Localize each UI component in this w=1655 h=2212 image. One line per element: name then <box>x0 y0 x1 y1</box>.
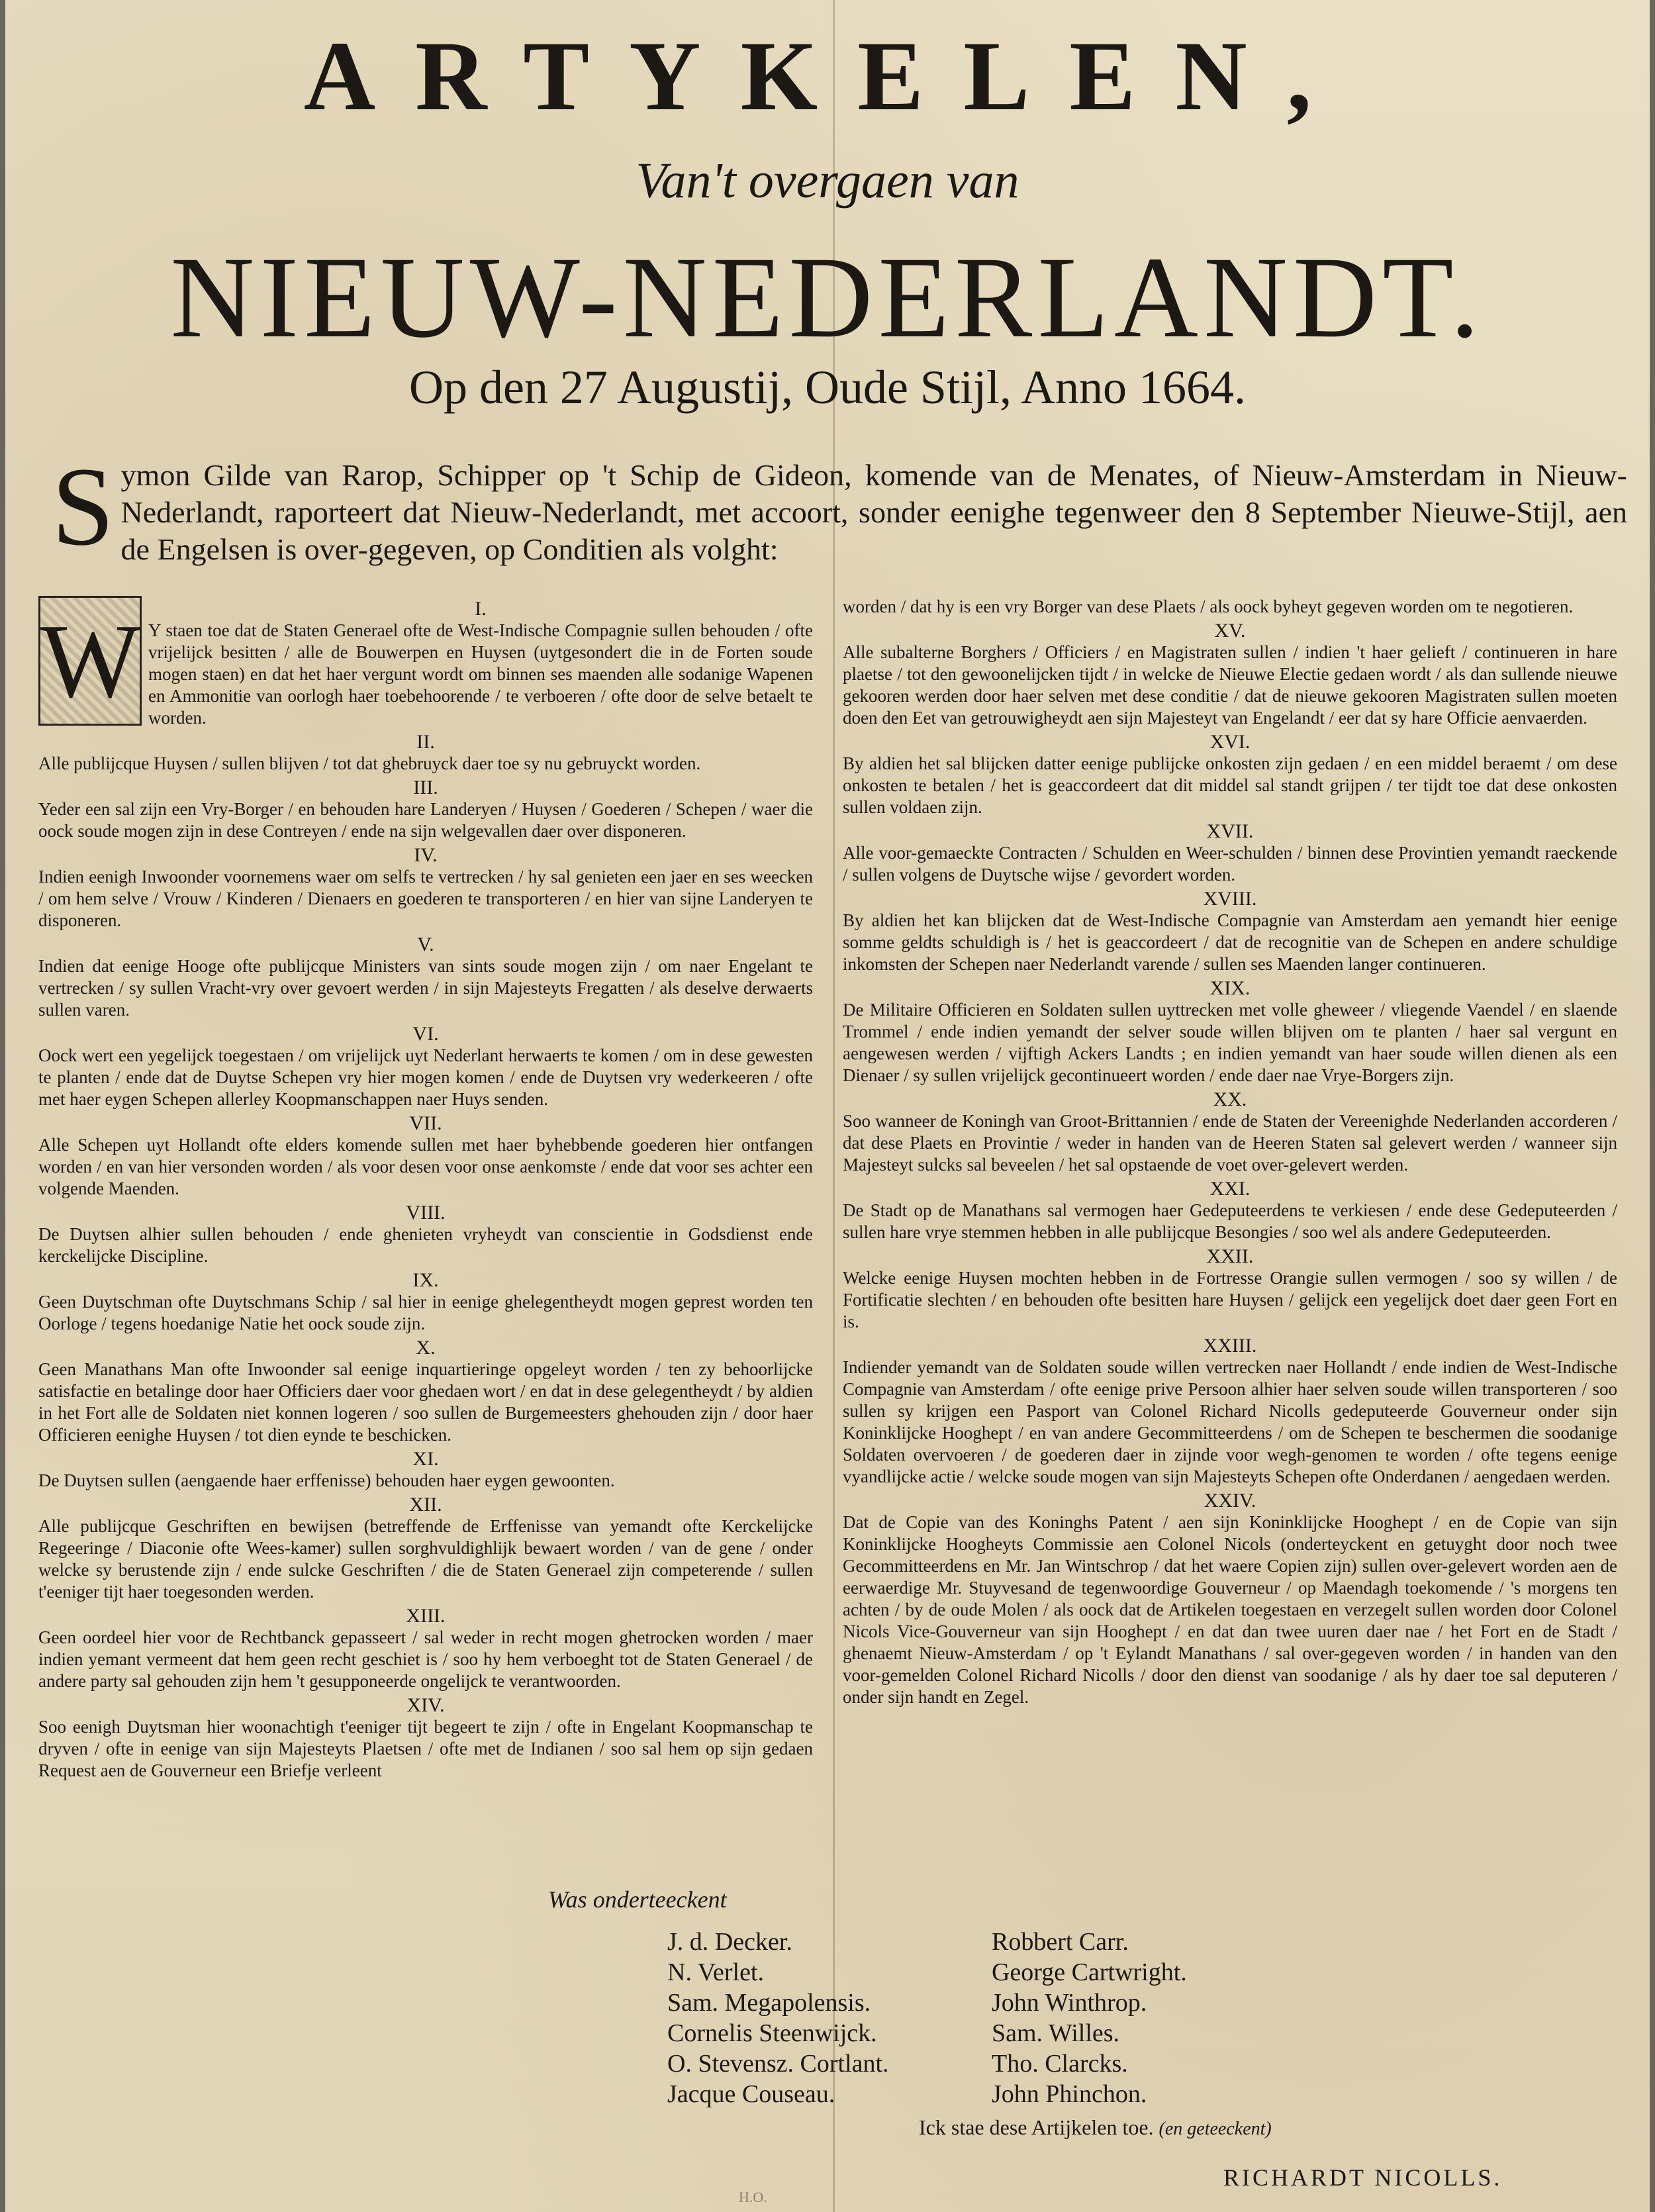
final-signature: RICHARDT NICOLLS. <box>1223 2164 1503 2191</box>
ornamental-initial-w: W <box>38 596 142 726</box>
article-text: Geen Duytschman ofte Duytschmans Schip / sal hier in eenige ghelegentheydt mogen geprest worden ten Oorloge / tegens hoedanige Natie het oock soude zijn. <box>38 1292 813 1333</box>
article-number: XXII. <box>1206 1245 1254 1267</box>
article-text: Welcke eenige Huysen mochten hebben in de Fortresse Orangie sullen vermogen / soo sy willen / de Fortificatie slechten / en behouden ofte besitten hare Huysen / gelijck een yegelijck doet daer geen Fort en is. <box>843 1268 1617 1331</box>
article-number: III. <box>413 777 438 798</box>
article-text: Dat de Copie van des Koninghs Patent / aen sijn Koninklijcke Hooghept / en de Copie van sijn Koninklijcke Hoogheyts Commissie aen Colonel Nicols (onderteyckent en getuyght door noch twee Gecommitteerdens en Mr. Jan Wintschrop / dat het waere Copien zijn) sullen over-gelevert worden aen de eerwaerdige Mr. Stuyvesand de tegenwoordige Gouverneur / op Maendagh toekomende / 's morgens ten achten / by de oude Molen / als oock dat de Artikelen toegestaen en verzegelt sullen worden door Colonel Nicols Vice-Gouverneur van sijn Hooghept / en dat dan twee uuren daer nae / het Fort en de Stadt / ghenaemt Nieuw-Amsterdam / op 't Eylandt Manathans / sal over-gegeven worden / in handen van den voor-gemelden Colonel Richard Nicolls / door den dienst van soodanige / als hy daer toe sal deputeren / onder sijn handt en Zegel. <box>843 1512 1617 1707</box>
article-text: Y staen toe dat de Staten Generael ofte de West-Indische Compagnie sullen behouden / ofte vrijelijck besitten / alle de Bouwerpen en Huysen (uytgesondert die in de Forten soude mogen staen) en dat het haer vergunt wordt om binnen ses maenden alle sodanige Wapenen en Ammonitie van oorlogh haer toebehoorende / te verboeren / ofte door de selve betaelt te worden. <box>148 620 813 728</box>
article-number: IX. <box>412 1269 439 1291</box>
article-number: VII. <box>409 1112 442 1134</box>
intro-paragraph <box>52 444 1627 569</box>
signer-name: Tho. Clarcks. <box>992 2050 1128 2078</box>
article-text: Soo wanneer de Koningh van Groot-Brittannien / ende de Staten der Vereenighde Nederlanden accorderen / dat dese Plaets en Provintie / weder in handen van de Heeren Staten sal gelevert werden / wanneer sijn Majesteyt sulcks sal beveelen / het sal opstaende de voet over-gelevert werden. <box>843 1111 1617 1175</box>
signers-left <box>667 1927 889 2109</box>
signer-name: John Phinchon. <box>992 2080 1147 2108</box>
signer-name: John Winthrop. <box>992 1989 1147 2017</box>
right-column <box>843 596 1617 1708</box>
approval-note: (en geteeckent) <box>1158 2119 1272 2139</box>
article-number: XXIV. <box>1204 1490 1256 1512</box>
approval-line <box>919 2115 1272 2140</box>
article-number: XI. <box>412 1448 439 1470</box>
article-text: Yeder een sal zijn een Vry-Borger / en behouden hare Landeryen / Huysen / Goederen / Schepen / waer die oock soude mogen zijn in dese Contreyen / ende na sijn welgevallen daer over disponeren. <box>38 799 813 841</box>
article-text: Alle voor-gemaeckte Contracten / Schulden en Weer-schulden / binnen dese Provintien yemandt raeckende / sullen volgens de Duytsche wijse / gevordert worden. <box>843 843 1617 885</box>
main-title: NIEUW-NEDERLANDT. <box>170 233 1485 362</box>
article-number: XVIII. <box>1203 888 1257 910</box>
article-text: Indiender yemandt van de Soldaten soude willen vertrecken naer Hollandt / ende indien de West-Indische Compagnie van Amsterdam / ofte eenige prive Persoon alhier haer selven soude willen transporteren / soo sullen sy krijgen een Pasport van Colonel Richard Nicolls gedeputeerde Gouverneur onder sijn Koninklijcke Hooghept / en van andere Gecommitteerdens / om de Schepen te beschermen die soodanige Soldaten overvoeren / de goederen daer in zijnde voor wegh-genomen te worden / ofte tegens eenige vyandlijcke actie / welcke soude mogen van sijn Majesteyts Schepen ofte Onderdanen / aengedaen werden. <box>843 1357 1617 1486</box>
article-text: Geen oordeel hier voor de Rechtbanck gepasseert / sal weder in recht mogen ghetrocken worden / maer indien yemant vermeent dat hem geen recht geschiet is / soo hy hem verboeght tot de Staten Generael / de andere party sal gehouden zijn hem 't gesupponeerde ongelijck te verantwoorden. <box>38 1627 813 1691</box>
article-number: XX. <box>1213 1088 1247 1110</box>
article-number: XIX. <box>1209 977 1251 999</box>
article-number: XVII. <box>1206 820 1254 842</box>
left-column <box>38 596 813 1782</box>
article-text: Soo eenigh Duytsman hier woonachtigh t'eeniger tijt begeert te zijn / ofte in Engelant Koopmanschap te dryven / ofte in eenige van sijn Majesteyts Plaetsen / ofte met de Indianen / soo sal hem op sijn gedaen Request aen de Gouverneur een Briefje verleent <box>38 1717 813 1780</box>
document-sheet <box>5 0 1650 2212</box>
signer-name: Robbert Carr. <box>992 1928 1129 1956</box>
signer-name: Cornelis Steenwijck. <box>667 2019 877 2047</box>
signed-by-label: Was onderteeckent <box>548 1886 727 1913</box>
article-number: XIII. <box>406 1605 446 1627</box>
page-title: ARTYKELEN, <box>303 21 1352 131</box>
article-text: Alle Schepen uyt Hollandt ofte elders komende sullen met haer byhebbende goederen hier ontfangen worden / en van hier versonden worden / als voor desen voor onse aenkomste / ende dat voor ses achter een volgende Maenden. <box>38 1135 813 1198</box>
article-text: By aldien het sal blijcken datter eenige publijcke onkosten zijn gedaen / en een middel beraemt / om dese onkosten te betalen / het is geaccordeert dat dit middel sal standt grijpen / ter tijdt toe dat dese onkosten sullen voldaen zijn. <box>843 753 1617 817</box>
article-number: VI. <box>412 1023 439 1045</box>
article-number: X. <box>416 1337 436 1359</box>
approval-text: Ick stae dese Artijkelen toe. <box>919 2115 1154 2139</box>
signer-name: George Cartwright. <box>992 1958 1187 1986</box>
article-number: IV. <box>414 844 438 866</box>
date-line: Op den 27 Augustij, Oude Stijl, Anno 1664. <box>408 361 1247 414</box>
signers-right <box>992 1927 1187 2109</box>
intro-text: ymon Gilde van Rarop, Schipper op 't Schip de Gideon, komende van de Menates, of Nieuw-Amsterdam in Nieuw-Nederlandt, raporteert dat Nieuw-Nederlandt, met accoort, sonder eenighe tegenweer den 8 September Nieuwe-Stijl, aen de Engelsen is over-gegeven, op Conditien als volght: <box>120 458 1627 566</box>
article-text: De Duytsen sullen (aengaende haer erffenisse) behouden haer eygen gewoonten. <box>38 1470 615 1490</box>
article-text: Alle publijcque Huysen / sullen blijven / tot dat ghebruyck daer toe sy nu gebruyckt worden. <box>38 753 701 773</box>
article-text: De Stadt op de Manathans sal vermogen haer Gedeputeerdens te verkiesen / ende dese Gedeputeerden / sullen hare vrye stemmen hebben in alle publijcque Besongies / soo wel als andere Gedeputeerden. <box>843 1200 1617 1242</box>
signer-name: J. d. Decker. <box>667 1928 792 1956</box>
article-text: De Duytsen alhier sullen behouden / ende ghenieten vryheydt van conscientie in Godsdienst ende kerckelijcke Discipline. <box>38 1224 813 1266</box>
article-number: XVI. <box>1209 731 1251 753</box>
article-text: Indien eenigh Inwoonder voornemens waer om selfs te vertrecken / hy sal genieten een jaer en ses weecken / om hem selve / Vrouw / Kinderen / Dienaers en goederen te transporteren / en hier van sijne Landeryen te disponeren. <box>38 867 813 930</box>
article-number: VIII. <box>406 1202 446 1224</box>
article-number: V. <box>417 934 434 955</box>
signer-name: Sam. Willes. <box>992 2019 1120 2047</box>
article-text: Indien dat eenige Hooge ofte publijcque Ministers van sints soude mogen zijn / om naer Engelant te vertrecken / sy sullen Vracht-vry over gevoert werden / in sijn Majesteyts Fregatten / als deselve derwaerts sullen varen. <box>38 956 813 1020</box>
intro-dropcap: S <box>52 444 115 569</box>
article-number: XII. <box>409 1494 442 1515</box>
article-number: XIV. <box>406 1694 445 1716</box>
right-column-continuation: worden / dat hy is een vry Borger van dese Plaets / als oock byheyt gegeven worden om te negotieren. <box>843 597 1574 616</box>
article-number: XXIII. <box>1203 1335 1257 1357</box>
article-text: Alle publijcque Geschriften en bewijsen (betreffende de Erffenisse van yemandt ofte Kerckelijcke Regeeringe / Diaconie ofte Wees-kamer) sullen sorghvuldighlijk bewaert worden / van de gene / onder welcke sy berustende zijn / ende sulcke Geschriften / die de Staten Generael zijn competerende / sullen t'eeniger tijt haer toegesonden werden. <box>38 1516 813 1602</box>
article-number: XV. <box>1214 620 1246 642</box>
signer-name: Sam. Megapolensis. <box>667 1989 871 2017</box>
article-text: Geen Manathans Man ofte Inwoonder sal eenige inquartieringe opgeleyt worden / ten zy behoorlijcke satisfactie en betalinge door haer Officiers daer voor ghedaen wort / en dat in dese gelegentheydt / by aldien in het Fort alle de Soldaten niet konnen logeren / soo sullen de Burgemeesters ghehouden zijn / door haer Officieren eenighe Huysen / tot dien eynde te beschicken. <box>38 1359 813 1445</box>
signer-name: O. Stevensz. Cortlant. <box>667 2050 889 2078</box>
article-text: Oock wert een yegelijck toegestaen / om vrijelijck uyt Nederlant herwaerts te komen / om in dese gewesten te planten / ende dat de Duytse Schepen vry hier mogen komen / ende de Duytsen vry wederkeeren / ofte met haer eygen Schepen allerley Koopmanschappen naer Huys senden. <box>38 1045 813 1109</box>
subtitle: Van't overgaen van <box>636 153 1019 209</box>
article-number: XXI. <box>1209 1178 1251 1200</box>
article-number: I. <box>475 598 487 620</box>
page-mark: H.O. <box>739 2189 767 2205</box>
article-text: By aldien het kan blijcken dat de West-Indische Compagnie van Amsterdam aen yemandt hier eenige somme geldts schuldigh is / het is geaccordeert / dat de recognitie van de Schepen en andere schuldige inkomsten der Schepen naer Nederlandt varende / sullen ses Maenden langer continueren. <box>843 910 1617 974</box>
signer-name: Jacque Couseau. <box>667 2080 835 2108</box>
article-text: Alle subalterne Borghers / Officiers / en Magistraten sullen / indien 't haer gelieft / continueren in hare plaetse / tot den gewoonelijcken tijdt / in welcke de Nieuwe Electie gedaen wordt / als dan sullende nieuwe gekooren werden door haer selven met dese conditie / dat de nieuwe gekooren Magistraten sullen moeten doen den Eet van getrouwigheydt aen sijn Majesteyt van Engelandt / eer dat sy hare Officie aenvaerden. <box>843 642 1617 728</box>
article-number: II. <box>416 731 435 753</box>
signer-name: N. Verlet. <box>667 1958 764 1986</box>
article-text: De Militaire Officieren en Soldaten sullen uyttrecken met volle gheweer / vliegende Vaendel / en slaende Trommel / ende indien yemandt der selver soude willen blijven om te planten / haer sal vergunt en aengewesen werden / vijftigh Ackers Landts ; en indien yemandt van haer soude willen dienen als een Dienaer / sy sullen vrijelijck gecontinueert worden / ende daer nae Vrye-Borgers zijn. <box>843 1000 1617 1085</box>
